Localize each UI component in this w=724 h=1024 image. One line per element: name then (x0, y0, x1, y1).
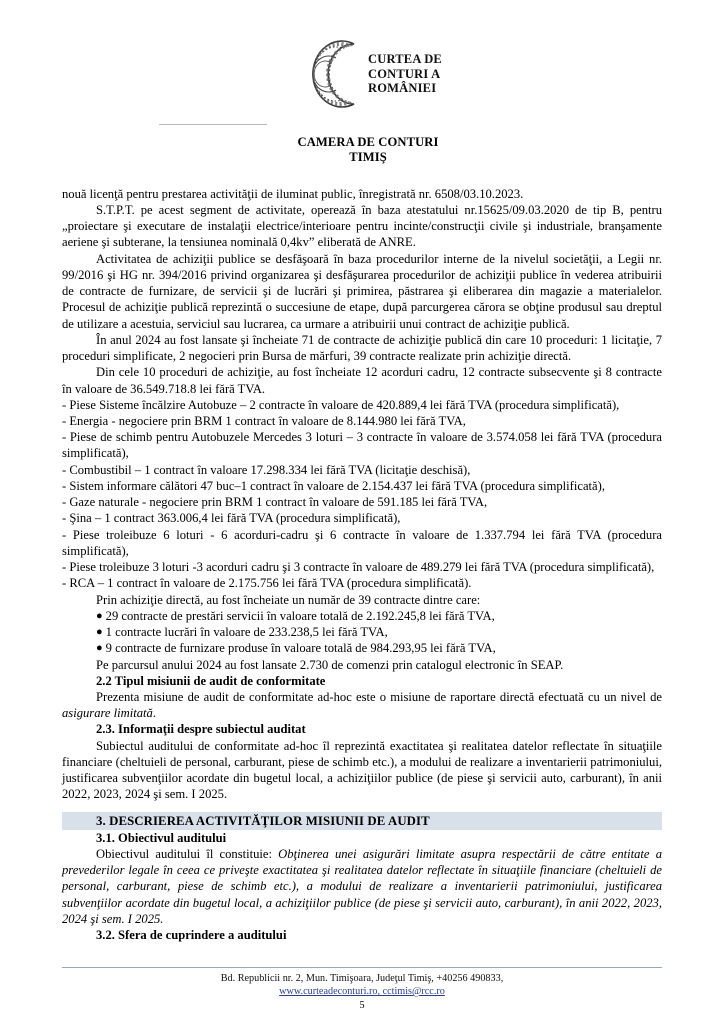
bullet-glyph-icon: ● (96, 609, 103, 622)
list-item: - Energia - negociere prin BRM 1 contract în valoare de 8.144.980 lei fără TVA, (62, 414, 466, 428)
paragraph-din-cele-10: Din cele 10 proceduri de achiziţie, au fost încheiate 12 acorduri cadru, 12 contracte subsecvente şi 8 contracte în valoare de 36.549.718.8 lei fără TVA. (62, 365, 662, 396)
heading-2-3: 2.3. Informaţii despre subiectul auditat (96, 722, 306, 737)
paragraph-achizitii-publice: Activitatea de achiziţii publice se desfăşoară în baza procedurilor interne de la nivelul societăţii, a Legii nr. 99/2016 şi HG nr. 394/2016 privind organizarea şi desfăşurarea procedurilor de achiziţii publice în vederea atribuirii de contracte de furnizare, de servicii şi de lucrări şi primirea, păstrarea şi eliberarea din magazie a materialelor. Procesul de achiziţie publică reprezintă o succesiune de etape, după parcurgerea cărora se obţine produsul sau dreptul de utilizare a acestuia, serviciul sau lucrarea, ca urmare a atribuirii unui contract de achiziţie publică. (62, 251, 662, 331)
bullet-glyph-icon: ● (96, 642, 103, 655)
paragraph-anul-2024: În anul 2024 au fost lansate şi încheiate 71 de contracte de achiziţie publică din care 10 proceduri: 1 licitaţie, 7 proceduri simplificate, 2 negocieri prin Bursa de mărfuri, 39 contracte realizate prin achiziţie directă. (62, 332, 662, 364)
heading-2-2: 2.2 Tipul misiunii de audit de conformitate (96, 673, 326, 688)
section-3-heading-band: 3. DESCRIEREA ACTIVITĂŢILOR MISIUNII DE AUDIT (62, 812, 662, 830)
list-item: - Piese troleibuze 3 loturi -3 acorduri cadru şi 3 contracte în valoare de 489.279 lei fără TVA (procedura simplificată), (62, 560, 655, 575)
paragraph-2-2-emphasis: asigurare limitată (62, 706, 153, 721)
list-item: - Sistem informare călători 47 buc–1 contract în valoare de 2.154.437 lei fără TVA (procedura simplificată), (62, 478, 605, 493)
bullet-glyph-icon: ● (96, 626, 103, 639)
paragraph-achizitie-directa: Prin achiziţie directă, au fost încheiate un număr de 39 contracte dintre care: (96, 592, 481, 607)
bullet-list-item (62, 640, 662, 656)
paragraph-3-1-emphasis: Obţinerea unei asigurări limitate asupra respectării de către entitate a prevederilor legale în ceea ce priveşte exactitatea şi realitatea datelor reflectate în situaţiile financiare (cheltuieli de personal, carburant, piese de schimb etc.), a modului de realizare a inventarierii patrimoniului, justificarea subvenţiilor acordate din bugetul local, a achiziţiilor publice (de piese şi servicii auto, carburant), în anii 2022, 2023, 2024 şi sem. I 2025. (62, 847, 662, 926)
paragraph-2-2 (62, 689, 662, 721)
bullet-list-item-label: 1 contracte lucrări în valoare de 233.238,5 lei fără TVA, (105, 625, 388, 640)
chamber-line-2: TIMIŞ (349, 150, 387, 165)
paragraph-2-2-part-b: . (152, 706, 156, 721)
bullet-list-item-label: 29 contracte de prestări servicii în valoare totală de 2.192.245,8 lei fără TVA, (105, 608, 495, 623)
chamber-line-1: CAMERA DE CONTURI (297, 135, 439, 149)
curtea-de-conturi-crest-icon (300, 38, 362, 110)
footer-divider (62, 967, 662, 968)
list-item: - Piese troleibuze 6 loturi - 6 acorduri-cadru şi 6 contracte în valoare de 1.337.794 lei fără TVA (procedura simplificată), (62, 527, 662, 558)
logo-line-2: CONTURI A (368, 66, 441, 81)
heading-3-1: 3.1. Obiectivul auditului (96, 830, 227, 845)
list-item: - Şina – 1 contract 363.006,4 lei fără TVA (procedura simplificată), (62, 511, 401, 526)
footer-contact-link[interactable]: www.curteadeconturi.ro, cctimis@rcc.ro (279, 986, 445, 998)
paragraph-stpt: S.T.P.T. pe acest segment de activitate, operează în baza atestatului nr.15625/09.03.2020 de tip B, pentru „proiectare şi executare de instalaţii electrice/interioare pentru incinte/construcţii civile şi industriale, branşamente aeriene şi subterane, la tensiunea nominală 0,4kv” eliberată de ANRE. (62, 202, 662, 250)
logo-line-1: CURTEA DE (368, 51, 442, 66)
bullet-list-item (62, 624, 662, 640)
letterhead (62, 0, 662, 166)
page-number: 5 (359, 999, 365, 1011)
organization-logo (300, 38, 442, 110)
document-body (62, 186, 662, 944)
logo-wordmark (368, 52, 442, 96)
footer-address: Bd. Republicii nr. 2, Mun. Timişoara, Judeţul Timiş, +40256 490833, (220, 972, 504, 984)
list-item: - RCA – 1 contract în valoare de 2.175.756 lei fără TVA (procedura simplificată). (62, 576, 472, 591)
letterhead-divider (159, 124, 267, 125)
paragraph-seap: Pe parcursul anului 2024 au fost lansate 2.730 de comenzi prin catalogul electronic în SEAP. (96, 657, 564, 672)
list-item: - Piese Sisteme încălzire Autobuze – 2 contracte în valoare de 420.889,4 lei fără TVA (procedura simplificată), (62, 397, 620, 412)
paragraph-3-1 (62, 846, 662, 927)
list-item: - Combustibil – 1 contract în valoare 17.298.334 lei fără TVA (licitaţie deschisă), (62, 462, 471, 477)
chamber-name (74, 135, 662, 166)
page-footer (62, 967, 662, 1012)
heading-3-2: 3.2. Sfera de cuprindere a auditului (96, 928, 287, 943)
paragraph-2-2-part-a: Prezenta misiune de audit de conformitate ad-hoc este o misiune de raportare directă efectuată cu un nivel de (96, 689, 662, 704)
paragraph-license: nouă licenţă pentru prestarea activităţii de iluminat public, înregistrată nr. 6508/03.10.2023. (62, 186, 524, 201)
paragraph-3-1-lead: Obiectivul auditului îl constituie: (96, 847, 279, 862)
list-item: - Gaze naturale - negociere prin BRM 1 contract în valoare de 591.185 lei fără TVA, (62, 495, 488, 510)
paragraph-2-3: Subiectul auditului de conformitate ad-hoc îl reprezintă exactitatea şi realitatea datelor reflectate în situaţiile financiare (cheltuieli de personal, carburant, piese de schimb etc.), a modului de realizare a inventarierii patrimoniului, justificarea subvenţiilor acordate din bugetul local, a achiziţiilor publice (de piese şi servicii auto, carburant), în anii 2022, 2023, 2024 şi sem. I 2025. (62, 738, 662, 802)
bullet-list-item-label: 9 contracte de furnizare produse în valoare totală de 984.293,95 lei fără TVA, (105, 641, 496, 656)
bullet-list-item (62, 608, 662, 624)
logo-line-3: ROMÂNIEI (368, 81, 437, 96)
list-item: - Piese de schimb pentru Autobuzele Mercedes 3 loturi – 3 contracte în valoare de 3.574.058 lei fără TVA (procedura simplificată), (62, 430, 662, 461)
